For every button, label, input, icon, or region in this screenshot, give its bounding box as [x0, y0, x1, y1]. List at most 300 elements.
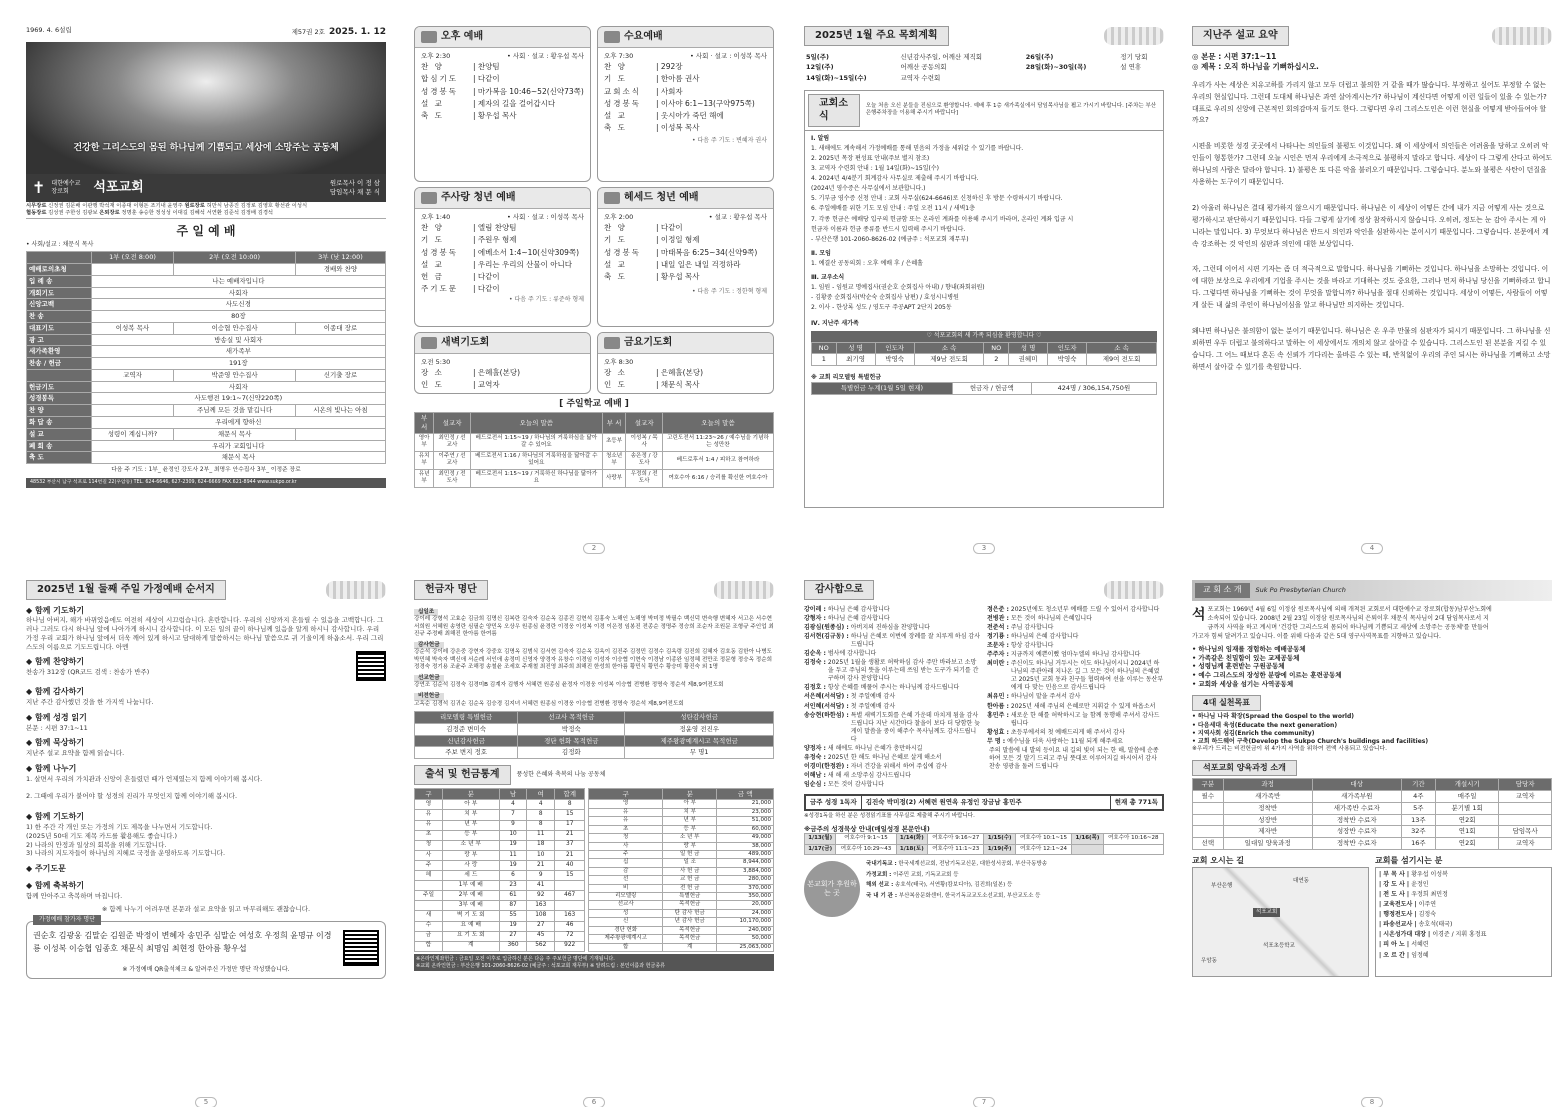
staff-row [1379, 941, 1548, 949]
cell: 초등부 [602, 433, 626, 451]
service-row [604, 260, 767, 270]
cell: 연2회 [1435, 838, 1498, 850]
section-label: 선교헌금 [414, 675, 444, 683]
service-row [604, 272, 767, 282]
staff-name: 임정혜 [1411, 951, 1429, 959]
service-row [604, 62, 767, 72]
service-value: | 이사야 6:1~13(구약975쪽) [656, 99, 755, 109]
cell: 영 [415, 800, 443, 810]
giver-name: 무 명 : [987, 737, 1006, 745]
cell: 헤 [415, 871, 443, 881]
table-row [27, 452, 386, 464]
prayer-item: 3) 나라의 지도자들이 하나님의 지혜로 국정을 운영하도록 기도합니다. [26, 849, 226, 858]
cell: 선 [589, 876, 663, 884]
cell: 61 [499, 891, 527, 901]
cell: 채문식 목사 [91, 452, 385, 464]
friday-icon [604, 337, 620, 349]
service-label: 합심기도 [421, 74, 458, 84]
cell: 1/13(월) [805, 834, 836, 844]
cell: 제주왕광예계시고 목적헌금 [625, 735, 774, 747]
column-header: 구분 [1193, 779, 1224, 791]
sermon-paragraph: 왜냐면 하나님은 불의함이 없는 분이기 때문입니다. 하나님은 온 우주 만물의 심판자가 되시기 때문입니다. 그 하나님을 신뢰하면 우두 더럽고 불의하다고 말하는 이 세상에서도 개의치 않고 살아갈 수 있습니다. 그리스도인 된 본분을 지킬 수 있습니다. 그 어느 때보다 혼돈 속 신뢰가 기다리는 올바른 수 있는 때, 반칙없이 우리의 주인 되시는 하나님을 기뻐하고 소망하면서 살아갈 수 있기를 축원합니다. [1192, 327, 1551, 371]
cell: 41 [527, 881, 555, 891]
founded: 1969. 4. 6설립 [26, 26, 72, 34]
worship-table [26, 251, 386, 464]
cell: 경단 헌화 목적헌금 [518, 735, 625, 747]
giver-name: 서인혜(서석담) : [804, 702, 849, 710]
dawn-prayer: 새벽기도회 오전 5:30 장 소 | 은혜홀(본당) 인 도 | 교역자 [414, 332, 591, 394]
table-row [415, 871, 585, 881]
cell: 163 [527, 901, 555, 911]
staff-name: 이경준 / 지휘 홍정표 [1432, 931, 1487, 939]
cell: 350,000 [717, 893, 774, 901]
cell [1103, 844, 1163, 854]
service-row [604, 87, 767, 97]
vision-badge: 본교회가 후원하는 곳 [804, 861, 860, 917]
youth-icon [421, 192, 437, 204]
cell: 제9남 전도회 [914, 354, 984, 366]
cell: 여호수아 10:29~43 [836, 844, 896, 854]
cell: 18 [527, 840, 555, 850]
column-header: 설교자 [434, 413, 471, 434]
qr-code-icon[interactable] [356, 651, 386, 681]
cell: 여호수아 12:1~24 [1015, 844, 1071, 854]
cell: 19 [499, 860, 527, 870]
giver-name: 임순심 : [804, 781, 826, 789]
youth-service: 주사랑 청년 예배 오후 1:40 • 사회 · 설교 : 이성복 목사 찬 양 | 엘림 찬양팀 기 도 | 주원우 형제 성경봉독 | 에베소서 1:4~10(신약309쪽) 설 교 | 우리는 우리의 산물이 아니다 헌 금 | 다같이 주기도문 | 다같이 • 다음 주 기도 : 류준하 형제 [414, 187, 591, 327]
table-row [804, 73, 1164, 84]
cell: 제9여 전도회 [1087, 354, 1157, 366]
cell: 주보 변지 정호 [415, 747, 518, 759]
section-label: 비전헌금 [414, 693, 444, 701]
page-6: 헌금자 명단 십일조 강이레 강형석 고효순 김금희 김명신 김복란 김숙자 김순옥 김종진 김현석 김홍숙 노해인 노해영 박미정 박필수 백신덕 변숙행 변혜자 서고은 서수현 서희원 서혜원 송영란 심필순 양민옥 오상우 원종심 윤경란 이정웅 이성복 이경 이은정 임봉진 전종순 정명주 정승희 조순자 조원문 조형규 주인업 최진규 주정배 최해진 한아름 한여름 감사헌금 강순석 강이레 강은중 강현자 강중호 김명옥 김범식 김서현 김숙자 김순옥 김옥이 김진주 김정민 김정수 김옥령 김진희 김혜자 김호동 김한아 나병도 박민혜 박숙자 백신애 서순례 서인애 송정미 신영자 양경자 유창수 이경임 이성자 이승협 이현숙 이경남 이종완 임정혜 전만조 정문형 정승옥 정순희 정경숙 정기용 조윤주 조해정 송철윤 조세호 주재철 최진영 최주희 최해진 한성희 한아름 황민식 황민수 황승미 황진숙 외 1명 선교헌금 강연조 김순석 김정숙 김경미B 김계자 김행자 서혜련 원종심 윤정자 이경웅 이성복 이승협 전병환 정명숙 정순석 제8,9여전도회 비전헌금 고옥순 김경석 김귀순 김순옥 김승경 김지녀 서혜련 원종심 이경웅 이승협 전병환 정명숙 정순석 제8,9여전도회 리모델링 특별헌금 선교사 목적헌금 성탄감사헌금 김정준 변미숙 박정숙 정윤영 전진우 신년감사헌금 경단 헌화 목적헌금 제주왕광예계시고 목적헌금 주보 변지 정호 김정화 무 명1 출석 및 헌금통계 풍성한 은혜와 축복의 나눔 공동체 구 분 남 여 합계 영 아 부 4 4 8 유 치 부 7 8 15 유 년 부 9 8 17 초 등 부 10 11 21 청 소 년 부 19 18 37 사 랑 부 11 10 21 주 사 랑 19 21 40 헤 세 드 6 9 15 1부 예 배 23 41 주일 2부 예 배 61 92 467 3부 예 배 87 163 새 벽 기 도 회 55 108 163 수 요 예 배 19 27 46 금 요 기 도 회 27 45 72 합 계 360 562 922 구 분 금 액 영 아 부 21,000 유 치 부 23,000 유 년 부 51,000 초 등 부 60,000 청 소 년 부 49,000 사 랑 부 38,000 주 일 헌 금 489,000 십 일 조 8,944,000 감 사 헌 금 3,884,000 선 교 헌 금 280,000 비 전 헌 금 370,000 리모델링 특별헌금 350,000 선교사 목적헌금 20,000 성 탄 감사 헌금 24,000 신 년 감사 헌금 10,170,000 경단 헌화 목적헌금 240,000 제주왕광예계시고 목적헌금 50,000 합 계 25,063,000 ※온라인계좌헌금 : 금요일 오전 이후로 입금하신 분은 다음 주 주보헌금 명단에 기재됩니다. ※교회 온라인헌금 : 부산은행 101-2060-8626-02 (예금주 : 석포교회 재무부) ※ 알려드림 : 본인이름과 헌금종류 6 [414, 580, 774, 1107]
cell: 정착반 [1223, 802, 1312, 814]
service-row [604, 99, 767, 109]
thanks-item [987, 693, 1164, 701]
thanks-item [987, 651, 1164, 659]
service-row [604, 223, 767, 233]
notice-item: 3. 교역자 수련회 안내 : 1월 14일(화)~15일(수) [811, 165, 940, 173]
sermon-body [1192, 80, 1552, 374]
sunday-school-table [414, 412, 774, 488]
cell: 박영숙 [1048, 354, 1087, 366]
table-row [27, 393, 386, 405]
cell: 사 [589, 842, 663, 850]
practice-item: • 교회 하드웨어 구축(Develop the Sukpo Church's buildings and facilities) [1192, 737, 1429, 745]
cell: 유 [415, 820, 443, 830]
table-row [589, 867, 774, 875]
cell: 교역자 [1499, 791, 1552, 803]
thanks-item [804, 772, 981, 780]
service-label: 헌 금 [421, 271, 444, 281]
cell: 370,000 [717, 884, 774, 892]
service-value: | 이성복 목사 [656, 123, 700, 133]
cell: 467 [555, 891, 585, 901]
notice-item: 5. 기부금 영수증 신청 안내 : 교회 사무실(624-6646)로 신청하신 후 방문 수령하시기 바랍니다. [811, 195, 1063, 203]
cell: 27 [527, 921, 555, 931]
table-row [415, 747, 774, 759]
giver-name: 이경미(한정완) : [804, 763, 849, 771]
cell [1118, 73, 1164, 84]
cell [91, 405, 174, 417]
service-label: 인 도 [604, 380, 627, 390]
sermon-topic: ◎ 제목 : 오직 하나님을 기뻐하십시오. [1192, 61, 1319, 71]
cell: 8,944,000 [717, 859, 774, 867]
staff-role: | 전 도 사 | [1379, 890, 1412, 898]
thanks-text: 범사에 감사합니다 [827, 649, 877, 657]
row-label: 찬 송 [27, 311, 92, 323]
cell: 년 부 [442, 820, 499, 830]
notice-item: - 김황중 순회집사(박순숙 순회집사 남편) / 효성시니병원 [811, 294, 959, 302]
service-value: | 다같이 [656, 223, 683, 233]
giver-name: 서은혜(서석담) : [804, 693, 849, 701]
page-3: 2025년 1월 주요 목회계획 5일(주) 신년감사주일, 어깨산 제직회 26일(주) 정기 당회 12일(주) 어깨산 공동의회 28일(화)~30일(목) 설 연휴 14일(화)~15일(수) 교역자 수련회 교회소식 오늘 처음 오신 분들을 진심으로 환영합니다. 예배 후 1층 새가족실에서 담임목사님을 뵙고 가시기 바랍니다. [주차는 부산은행주차장을 이용해 주시기 바랍니다] Ⅰ. 알림 1. 새해에도 계속해서 가정예배를 통해 믿음의 가정을 세워갈 수 있기를 바랍니다. 2. 2025년 목장 편성표 안내(주보 별지 참조) 3. 교역자 수련회 안내 : 1월 14일(화)~15일(수) 4. 2024년 4/4분기 회계감사 사무실로 제출해 주시기 바랍니다. (2024년 영수증은 사무실에서 보관합니다.) 5. 기부금 영수증 신청 안내 : 교회 사무실(624-6646)로 신청하신 후 방문 수령하시기 바랍니다. 6. 주일예배를 위한 기도 모임 안내 : 주일 오전 11시 / 새벽1층 7. 각종 헌금은 예배당 입구의 헌금함 또는 온라인 계좌를 이용해 주시기 바라며, 온라인 계좌 입금 시 헌금자 이름과 헌금 종류를 반드시 입력해 주시기 바랍니다. - 부산은행 101-2060-8626-02 (예금주 : 석포교회 재무부) Ⅱ. 모임 1. 예결산 공동의회 : 오후 예배 후 / 은혜홀 Ⅲ. 교우소식 1. 임원 - 임원교 명예집사(권순호 순회집사 아내) / 향내(좌회위원) - 김황중 순회집사(박순숙 순회집사 남편) / 효성시니병원 2. 이사 - 한상록 성도 / 영도구 주공APT 2단지 205동 Ⅳ. 지난주 새가족 ♡ 석포교회의 새 가족 되심을 환영합니다 ♡ NO 성 명 인도자 소 속 NO 성 명 인도자 소 속 1 최기영 박영숙 제9남 전도회 2 권혜미 박영숙 제9여 전도회 ※ 교회 리모델링 특별헌금 특별헌금 누계(1월 5일 현재) 헌금자 / 헌금액 424명 / 306,154,750원 3 [804, 26, 1164, 554]
row-label: 찬 양 [27, 405, 92, 417]
giver-name: 강이레 : [804, 605, 826, 613]
staff-role: | 시온성가대 대장 | [1379, 931, 1433, 939]
table-row [589, 808, 774, 816]
service-value: | 옷시아가 죽던 해에 [656, 111, 724, 121]
table-row [415, 712, 774, 724]
staff-row [1379, 921, 1548, 929]
cell: 교역자 [91, 369, 174, 381]
cell: 교 헌 금 [663, 876, 717, 884]
cell [415, 881, 443, 891]
cell: 최기영 [836, 354, 875, 366]
table-row [27, 264, 386, 276]
service-value: | 마태복음 6:25~34(신약9쪽) [656, 248, 757, 258]
service-label: 장 소 [421, 368, 444, 378]
thanks-text: 하나님의 은혜 감사합니다 [1010, 632, 1079, 640]
mission-row [866, 861, 1164, 868]
cell: 벽 기 도 회 [442, 911, 499, 921]
plan-table [804, 52, 1164, 84]
cell: 탄 감사 헌금 [663, 909, 717, 917]
issue: 제57권 2호 [291, 28, 325, 36]
cell: 등 부 [663, 825, 717, 833]
thanks-item [987, 729, 1164, 737]
cell: 40 [555, 860, 585, 870]
table-row [27, 299, 386, 311]
column-header: 인도자 [1048, 342, 1087, 354]
cell: 1/17(금) [805, 844, 836, 854]
thanks-text: 아버지의 진하심을 찬양합니다 [850, 623, 930, 631]
column-header: 성 명 [836, 342, 875, 354]
cell: 베드로전서 1:15~19 / 거룩하신 하나님을 닮아가요 [470, 469, 602, 487]
staff-role: | 피 아 노 | [1379, 941, 1412, 949]
mission-text: 부산복음문화센터, 한국기독교교도소선교회, 부산교도소 등 [897, 892, 1041, 899]
cell: 최민정 / 선교사 [434, 433, 471, 451]
cell: 11 [527, 830, 555, 840]
cell: 베드로전서 1:15~19 / 하나님의 거룩하심을 닮아갈 수 있어요 [470, 433, 602, 451]
table-row [805, 834, 1164, 844]
cell: 38,000 [717, 842, 774, 850]
cell: 1부 예 배 [442, 881, 499, 891]
thanks-item [804, 624, 981, 632]
church-name: 석포교회 [93, 180, 144, 196]
thanks-text: 주의 말씀에 내 발의 등이요 내 길의 빛이 되는 한 해, 말씀에 순종하여 모든 것 말기 드리고 주님 뜻대로 이루어지길 하시어서 감사 찬송 영광을 돌려 드립니다 [989, 747, 1159, 771]
cell: 21 [555, 850, 585, 860]
table-row [589, 859, 774, 867]
cell: 선교사 [589, 901, 663, 909]
mission-label: 국 내 기 관 : [866, 892, 898, 899]
cell: 청소년부 [602, 451, 626, 469]
cell: 이성복 목사 [91, 322, 174, 334]
thanks-text: 2025년에도 청소년부 예배를 드릴 수 있어서 감사합니다 [1010, 605, 1160, 613]
column-header: 소 속 [1087, 342, 1157, 354]
cell: 1/16(목) [1072, 834, 1103, 844]
practice-item: • 지역사회 섬김(Enrich the community) [1192, 729, 1315, 737]
cell: 성탄감사헌금 [625, 712, 774, 724]
thanks-item [804, 703, 981, 711]
service-label: 성경봉독 [421, 86, 458, 96]
cell: 경단 헌화 [589, 926, 663, 934]
cell: 360 [499, 941, 527, 951]
service-value: | 다같이 [473, 284, 500, 294]
thanks-item [804, 659, 981, 683]
cell: 37 [555, 840, 585, 850]
thanks-text: 새 해에도 하나님 은혜가 충만하시길 [827, 745, 923, 752]
table-row [589, 893, 774, 901]
cell: 일 헌 금 [663, 850, 717, 858]
cell [1193, 802, 1224, 814]
table-row [415, 433, 774, 451]
cell: 박영숙 [875, 354, 914, 366]
cell: 시온의 빛나는 아침 [295, 405, 385, 417]
column-header: NO [984, 342, 1009, 354]
cell: 나는 예배자입니다 [91, 275, 385, 287]
thanks-item [804, 615, 981, 623]
dawn-icon [421, 337, 437, 349]
family-worship-title: 2025년 1월 둘째 주일 가정예배 순서지 [26, 580, 226, 600]
cell: 영 [589, 800, 663, 808]
cell: 여호수아 9:1~15 [836, 834, 896, 844]
table-row [589, 825, 774, 833]
thanks-item [987, 660, 1164, 692]
cell: 60,000 [717, 825, 774, 833]
service-value: | 마가복음 10:46~52(신약73쪽) [473, 87, 584, 97]
service-label: 주기도문 [421, 283, 458, 293]
cell: 16주 [1401, 838, 1435, 850]
cell: 주일 [415, 891, 443, 901]
thanks-item [804, 781, 981, 789]
cell: 리모델링 특별헌금 [415, 712, 518, 724]
next-week-prayer: 다음 주 기도 : 1부_ 윤정인 강도사 2부_ 최명우 안수집사 3부_ 이정준 장로 [111, 467, 301, 474]
offering-list-title: 헌금자 명단 [414, 580, 488, 600]
cell: 3,884,000 [717, 867, 774, 875]
thanks-item [987, 606, 1164, 614]
cell: 랑 부 [442, 850, 499, 860]
table-row [27, 428, 386, 440]
cell: 새가족부 [91, 346, 385, 358]
wednesday-service: 수요예배 오후 7:30 • 사회 · 설교 : 이성복 목사 찬 양 | 292장 기 도 | 한아름 권사 교회소식 | 사회자 성경봉독 | 이사야 6:1~13(구약975쪽) 설 교 | 옷시아가 죽던 해에 축 도 | 이성복 목사 • 다음 주 기도 : 변혜자 권사 [597, 26, 774, 182]
table-row [415, 840, 585, 850]
column-header: 부 서 [415, 413, 434, 434]
cell: 정기 당회 [1120, 52, 1148, 61]
cell: 계 [442, 941, 499, 951]
edu-title: 석포교회 양육과정 소개 [1192, 760, 1297, 777]
cell: 유 [415, 810, 443, 820]
service-row [604, 380, 767, 390]
table-row [27, 405, 386, 417]
page-4: 지난주 설교 요약 ◎ 본문 : 시편 37:1~11 ◎ 제목 : 오직 하나님을 기뻐하십시오. 우리가 사는 세상은 치유고하를 가리지 않고 모두 더럽고 불의한 거 같을 때가 많습니다. 부정하고 싶어도 부정할 수 없는 우리의 현실입니다. 그런데 도대체 하나님은 과연 살아계시는가? 하나님이 계신다면 어떻게 이런 일들이 있을 수 있는가? 대표로 우리의 신앙에 근본적인 회의감마저 들기도 한다. 그렇다면 우리 그리스도인은 이런 현실을 어떻게 받아들여야 할까요? 시편을 비롯한 성경 곳곳에서 나타나는 의인들의 불평도 이것입니다. 왜 이 세상에서 의인들은 어려움을 당하고 오히려 악인들이 형통한가? 그런데 오늘 시인은 먼저 우리에게 소극적으로 불평하지 말라고 합니다. 세상이 다 그렇게 산다고 하여도 하나님의 사람은 달라야 합니다. 1) 불평은 또 다른 악을 불러오기 때문입니다. 그렇습니다. 분노와 불평은 사탄이 던질을 사용하는 도구이기 때문입니다. 2) 아울러 하나님은 결대 평가하지 않으시기 때문입니다. 하나님은 이 세상이 어떻든 간에 내가 지금 어떻게 사는 것으로 평가하시고 판단하시기 때문입니다. 다들 그렇게 살기에 정상 참작하시지 않습니다. 오히려, 정도는 눈 감아 주시는 게 아니라는 말입니다. 3) 무엇보다 하나님은 반드시 의인과 악인을 심판하시는 분이시기 때문입니다. 그렇습니다. 본문에서 계속 강조하는 것 악인의 심판과 의인에 대한 보상입니다. 자, 그런데 이어서 시편 기자는 좀 더 적극적으로 말합니다. 하나님을 기뻐하는 것입니다. 하나님을 소망하는 것입니다. 이에 대한 보상으로 우리에게 기업을 주시는 것을 바라고 기대하는 것도 중요한, 그러나 먼저 하나님 당신을 기뻐하라고 합니다. 그렇다면 하나님을 기뻐하는 것이 무엇을 말합니까? 하나님을 절대 신뢰하는 것입니다. 세상이 어떻든, 사람들이 어떻게 살든 내 삶의 주인이 하나님이심을 알고 하나님만 의지하는 것입니다. 왜냐면 하나님은 불의함이 없는 분이기 때문입니다. 하나님은 온 우주 만물의 심판자가 되시기 때문입니다. 그 하나님을 신뢰하면 우두 더럽고 불의하다고 말하는 이 세상에서도 개의치 않고 살아갈 수 있습니다. 그리스도인 된 본분을 지킬 수 있습니다. 그 어느 때보다 혼돈 속 신뢰가 기다리는 올바른 수 있는 때, 반칙없이 우리의 주인 되시는 하나님을 기뻐하고 소망하면서 살아갈 수 있기를 축원합니다. 4 [1192, 26, 1552, 554]
service-value: | 엘림 찬양팀 [473, 223, 517, 233]
cell: 초 [589, 825, 663, 833]
cell: 연1회 [1435, 826, 1498, 838]
senior-pastor: 담임목사 채 문 식 [329, 187, 380, 196]
thanks-text: 주님 감사합니다 [1010, 623, 1054, 631]
cell: 12일(주) [806, 63, 834, 72]
cell [1499, 802, 1552, 814]
service-value: | 교역자 [473, 380, 500, 390]
giver-name: 최유민 : [987, 693, 1009, 701]
column-header: NO [812, 342, 837, 354]
page-5: 2025년 1월 둘째 주일 가정예배 순서지 ◆ 함께 기도하기 하나님 아버지, 해가 바뀌었음에도 여전히 세상이 시끄럽습니다. 혼란합니다. 우리의 신앙까지 흔들릴 수 있음을 고백합니다. 그러나 그러도 다시 하나님 앞에 나아가게 하시니 감사합니다. 이 모든 일의 끝이 하나님께 있음을 알게 하시니 감사합니다. 우리 가정 우리 교회가 하나님 앞에서 더욱 깨어 있게 하시고 담대하게 말씀하시는 하나님 말씀으로 귀 기울이게 하옵소서. 우리 그리스도의 이름으로 기도드립니다. 아멘 ◆ 함께 찬양하기 찬송가 312장 (QR코드 검색 : 찬송가 반주) ◆ 함께 감사하기 지난 주간 감사했던 것을 한 가지씩 나눕니다. ◆ 함께 성경 읽기 본문 : 시편 37:1~11 ◆ 함께 묵상하기 지난주 설교 요약을 함께 읽습니다. ◆ 함께 나누기 1. 살면서 우리의 가치관과 신앙이 흔들렸던 때가 언제였는지 함께 이야기해 봅시다. 2. 그때에 우리가 붙어야 할 성경의 진리가 무엇인지 함께 이야기해 봅시다. ◆ 함께 기도하기 1) 한 주간 각 개인 또는 가정의 기도 제목을 나누면서 기도합니다. (2025년 50대 기도 제목 카드를 활용해도 좋습니다.) 2) 나라의 안정과 일상의 회복을 위해 기도합니다. 3) 나라의 지도자들이 하나님의 지혜로 국정을 운영하도록 기도합니다. ◆ 주기도문 ◆ 함께 축복하기 함께 안아주고 축복하며 마칩니다. ※ 함께 나누기 어려우면 본문과 설교 요약을 읽고 마무리해도 괜찮습니다. 가정예배 참가자 명단 권순호 김광웅 김말순 김원준 박정이 변혜자 송민주 심말순 여성호 우정희 윤명규 이경룡 이성복 이승협 임종호 채문식 최명임 최현정 한아름 황우섭 ※ 가정예배 QR출석체크 & 알려주신 가정만 명단 작성했습니다. 5 [26, 580, 386, 1107]
mission-text: 송호석(태국), 서연황(캄보디아), 김진희(일본) 등 [893, 882, 1013, 889]
cell: 교역자 [1499, 838, 1552, 850]
cell: 주님께 모든 것을 맡깁니다 [174, 405, 296, 417]
cell [91, 264, 174, 276]
service-row [421, 248, 584, 258]
table-row [589, 800, 774, 808]
cell: 설 연휴 [1120, 63, 1142, 72]
section-label: 감사헌금 [414, 642, 444, 650]
row-label: 설 교 [27, 428, 92, 440]
cell: 9 [527, 871, 555, 881]
row-label: 성경봉독 [27, 393, 92, 405]
table-row [415, 469, 774, 487]
thanks-text: 항상 은혜를 베풀어 주시는 하나님께 감사드립니다 [827, 684, 960, 692]
staff-name: 송호석(태국) [1418, 921, 1453, 929]
location-map[interactable]: 석포교회 부산은행 대연동 석포초등학교 우암동 [1192, 867, 1369, 977]
map-title: 교회 오시는 길 [1192, 856, 1244, 865]
notice-item: 6. 주일예배를 위한 기도 모임 안내 : 주일 오전 11시 / 새벽1층 [811, 205, 975, 213]
giver-name: 정기룡 : [987, 632, 1009, 640]
service-row [604, 235, 767, 245]
service-value: | 다같이 [473, 74, 500, 84]
cell: 191장 [91, 358, 385, 370]
column-header: 부 서 [602, 413, 626, 434]
cell: 아 부 [663, 800, 717, 808]
cell: 108 [527, 911, 555, 921]
cell: 8 [527, 820, 555, 830]
table-row [415, 820, 585, 830]
table-row [415, 911, 585, 921]
service-value: | 에베소서 1:4~10(신약309쪽) [473, 248, 579, 258]
service-label: 성경봉독 [604, 98, 641, 108]
service-label: 장 소 [604, 368, 627, 378]
table-row [1193, 838, 1552, 850]
page-7: 감사합으로 강이레 : 하나님 은혜 감사합니다 강형자 : 하나님 은혜 감사합니다 김광심(원종심) : 아버지의 진하심을 찬양합니다 김서현(김규동) : 하나님 은혜로 이번에 장례를 잘 치루게 하심 감사드립니다 김순옥 : 범사에 감사합니다 김정숙 : 2025년 1월을 생활로 허락하심 감사 주만 바라보고 소망을 두고 주님의 뜻을 이루는데 쓰임 받는 도구가 되기를 간구하며 감사 찬양합니다 김정호 : 항상 은혜를 베풀어 주시는 하나님께 감사드립니다 서은혜(서석담) : 첫 주일예배 감사 서인혜(서석담) : 첫 주일예배 감사 송승현(하한섬) : 특별 새벽기도회를 은혜 가운데 마치게 됨을 감사드립니다 지난 시간마다 찰을이 보다 더 당함한 늦게이 말씀을 중이 해주수 목사님께도 감사드립니다 양정자 : 새 해에도 하나님 은혜가 충만하시길 유정숙 : 2025년 한 해도 하나님 은혜로 살게 해소서 이경미(한정완) : 자녀 건강을 위해서 하여 주십에 감사 이해남 : 새 해 새 소망주심 감사드립니다 임순심 : 모든 것이 감사합니다 정은준 : 2025년에도 청소년부 예배를 드릴 수 있어서 감사합니다 전병관 : 모든 것이 하나님의 은혜입니다 전준석 : 주님 감사합니다 정기룡 : 하나님의 은혜 감사합니다 조문자 : 항상 감사합니다 주주자 : 지금까지 예쁜이뻤 엄마누엘의 하나님 감사합니다 최미란 : 주신이도 하나님 거두시는 이도 하나님이시니 2024년 하나님의 주관아래 지나온 길 그 모든 것이 하나님의 은혜였고 2025년 교회 동과 친구들 협력하여 선을 이루는 동산부에게 다 맞는 민음으로 감사드립니다 최유민 : 하나님이 맡을 주셔서 감사 한아름 : 2025년 새해 주님의 은혜로만 지휘갈 수 있게 하옵소서 홍민주 : 새로운 한 해를 허락하시고 늘 함께 동행해 주셔서 감사드립니다 황성효 : 초등부에서의 첫 예배드리게 해 주셔서 감사 무 명 : 예수님을 더욱 사랑하는 11월 되게 해주세요 주의 말씀에 내 발의 등이요 내 길의 빛이 되는 한 해, 말씀에 순종하여 모든 것 말기 드리고 주님 뜻대로 이루어지길 하시어서 감사 찬송 영광을 돌려 드립니다 금주 성경 1독자 김진숙 박미정(2) 서혜련 원연옥 유정인 장금남 홍민주 현재 총 771독 ※성경1독을 하신 분은 성경읽기표를 사무실로 제출해 주시기 바랍니다. ※금주의 성경묵상 안내(매일성경 본문안내) 1/13(월) 여호수아 9:1~15 1/14(화) 여호수아 9:16~27 1/15(수) 여호수아 10:1~15 1/16(목) 여호수아 10:16~28 1/17(금) 여호수아 10:29~43 1/18(토) 여호수아 11:1~23 1/19(주) 여호수아 12:1~24 본교회가 후원하는 곳 국내기독교 : 한국세계선교회, 전남기독교신문, 대한성서공회, 부산극동방송 가정교회 : 이주민 교회, 기독교교회 등 해외 선교 : 송호석(태국), 서연황(캄보디아), 김진희(일본) 등 국 내 기 관 : 부산복음문화센터, 한국기독교교도소선교회, 부산교도소 등 7 [804, 580, 1164, 1107]
mission-label: 가정교회 : [866, 871, 892, 878]
cell: 10,170,000 [717, 918, 774, 926]
staff-name: 이주연 [1418, 901, 1437, 909]
table-row [27, 369, 386, 381]
column-header: 남 [499, 788, 527, 800]
cell: 고린도전서 11:23~26 / 예수님을 기념하는 성만찬 [663, 433, 774, 451]
staff-row [1379, 952, 1548, 960]
church-icon [421, 31, 437, 43]
notice-item: 1. 새해에도 계속해서 가정예배를 통해 믿음의 가정을 세워갈 수 있기를 바랍니다. [811, 144, 1024, 152]
four-goals-title: 4대 실천목표 [1192, 695, 1261, 712]
sunday-school-title: [ 주일학교 예배 ] [559, 399, 629, 409]
service-row [421, 62, 584, 72]
cell: 주 [589, 850, 663, 858]
cell [555, 901, 585, 911]
table-row [805, 844, 1164, 854]
cell: 정착반 수료자 [1312, 814, 1401, 826]
thanks-text: 자녀 건강을 위해서 하여 주십에 감사 [850, 763, 948, 771]
service-row [421, 380, 584, 390]
row-label: 예배로의초청 [27, 264, 92, 276]
column-header: 담당자 [1499, 779, 1552, 791]
goal-item: • 교회와 세상을 섬기는 사역공동체 [1192, 679, 1294, 688]
staff-row [1379, 881, 1548, 889]
table-row [589, 834, 774, 842]
mission-row [866, 882, 1164, 889]
cell: 25,063,000 [717, 943, 774, 951]
thanks-title: 감사합으로 [804, 580, 874, 600]
cell: 2부 예 배 [442, 891, 499, 901]
sermon-paragraph: 2) 아울러 하나님은 결대 평가하지 않으시기 때문입니다. 하나님은 이 세상이 어떻든 간에 내가 지금 어떻게 사는 것으로 평가하시고 판단하시기 때문입니다. 다들 그렇게 살기에 정상 참작하시지 않습니다. 오히려, 정도는 눈 감아 주시는 게 아니라는 말입니다. 3) 무엇보다 하나님은 반드시 의인과 악인을 심판하시는 분이시기 때문입니다. 그렇습니다. 본문에서 계속 강조하는 것 악인의 심판과 의인에 대한 보상입니다. [1192, 203, 1549, 248]
attendance-qr-icon[interactable] [343, 930, 379, 966]
cell: 전 헌 금 [663, 884, 717, 892]
cell: 21,000 [717, 800, 774, 808]
page-8: 교 회 소 개 Suk Po Presbyterian Church 석포교회는 1969년 4월 6일 이정삼 원로목사님에 의해 개척된 교회로서 대한예수교 장로회(합동)남부산노회에 소속되어 있습니다. 2008년 2월 23일 이정삼 원로목사님의 은퇴이후 채문식 목사님이 2대 담임목사로서 지금까지 사역을 하고 계시며 '건강한 그리스도의 몸되어 하나님께 기쁨되고 세상에 소망주는 공동체'를 만들어 가고자 힘써 달려가고 있습니다. 이를 위해 다음과 같은 5대 영구사역목표를 지향하고 있습니다. • 하나님의 임재를 경험하는 예배공동체 • 가족같은 친밀함이 있는 교제공동체 • 성령님께 훈련받는 구원공동체 • 예수 그리스도의 장성한 분량에 이르는 훈련공동체 • 교회와 세상을 섬기는 사역공동체 4대 실천목표 • 하나님 나라 확장(Spread the Gospel to the world) • 다음세대 육성(Educate the next generation) • 지역사회 섬김(Enrich the community) • 교회 하드웨어 구축(Develop the Sukpo Church's buildings and facilities) ※우리가 드리는 비전헌금이 위 4가지 사역을 위하여 전액 사용되고 있습니다. 석포교회 양육과정 소개 구분 과정 대상 기간 개설시기 담당자 필수 새가족반 새가족부원 4주 매주일 교역자 정착반 새가족반 수료자 5주 분기별 1회 성장반 정착반 수료자 13주 연2회 제자반 성장반 수료자 32주 연1회 담임목사 선택 일대일 양육과정 정착반 수료자 16주 연2회 교역자 교회 오시는 길 석포교회 부산은행 대연동 석포초등학교 우암동 교회를 섬기시는 분 | 부 목 사 | 황우섭 이성복 | 강 도 사 | 윤정인 | 전 도 사 | 우정희 최민정 | 교육전도사 | 이주연 | 행정전도사 | 김정숙 | 파송선교사 | 송호석(태국) | 시온성가대 대장 | 이경준 / 지휘 홍정표 | 피 아 노 | 서혜련 | 오 르 간 | 임정혜 8 [1192, 580, 1552, 1107]
cell: 4 [499, 800, 527, 810]
cell [174, 264, 296, 276]
cell: 24,000 [717, 909, 774, 917]
service-label: 찬 양 [421, 62, 444, 72]
giver-name: 한아름 : [987, 702, 1009, 710]
service-label: 축 도 [421, 110, 444, 120]
row-label: 폐 회 송 [27, 440, 92, 452]
cell: 교역자 수련회 [900, 74, 941, 83]
table-row [1193, 802, 1552, 814]
practice-item: • 다음세대 육성(Educate the next generation) [1192, 721, 1338, 729]
table-row [415, 921, 585, 931]
service-value: | 292장 [656, 62, 682, 72]
table-row [589, 943, 774, 951]
cell: 489,000 [717, 850, 774, 858]
thanks-text: 새 해 새 소망주심 감사드립니다 [827, 772, 911, 780]
giver-name: 김정호 : [804, 684, 826, 692]
table-row [415, 860, 585, 870]
thanks-item [804, 606, 981, 614]
service-row [421, 87, 584, 97]
thanks-text: 예수님을 더욱 사랑하는 11월 되게 해주세요 [1007, 737, 1123, 745]
cell: 240,000 [717, 926, 774, 934]
cell: 치 부 [442, 810, 499, 820]
intro-sign: 교 회 소 개 [1195, 583, 1250, 598]
column-header: 합계 [555, 788, 585, 800]
cell: 제자반 [1223, 826, 1312, 838]
cell: 특별헌금 [663, 893, 717, 901]
sermon-ref: ◎ 본문 : 시편 37:1~11 [1192, 51, 1277, 61]
staff-name: 서혜련 [1411, 941, 1429, 949]
giver-name: 전준석 : [987, 623, 1009, 631]
cell: 사회자 [91, 381, 385, 393]
notice-item: 1. 예결산 공동의회 : 오후 예배 후 / 은혜홀 [811, 259, 923, 267]
cell: 영아부 [415, 433, 434, 451]
thanks-item [804, 754, 981, 762]
cell: 송은정 / 강도사 [626, 451, 663, 469]
cell: 55 [499, 911, 527, 921]
table-row [27, 358, 386, 370]
service-label: 축 도 [604, 122, 627, 132]
service-row [604, 368, 767, 378]
service-row [421, 74, 584, 84]
